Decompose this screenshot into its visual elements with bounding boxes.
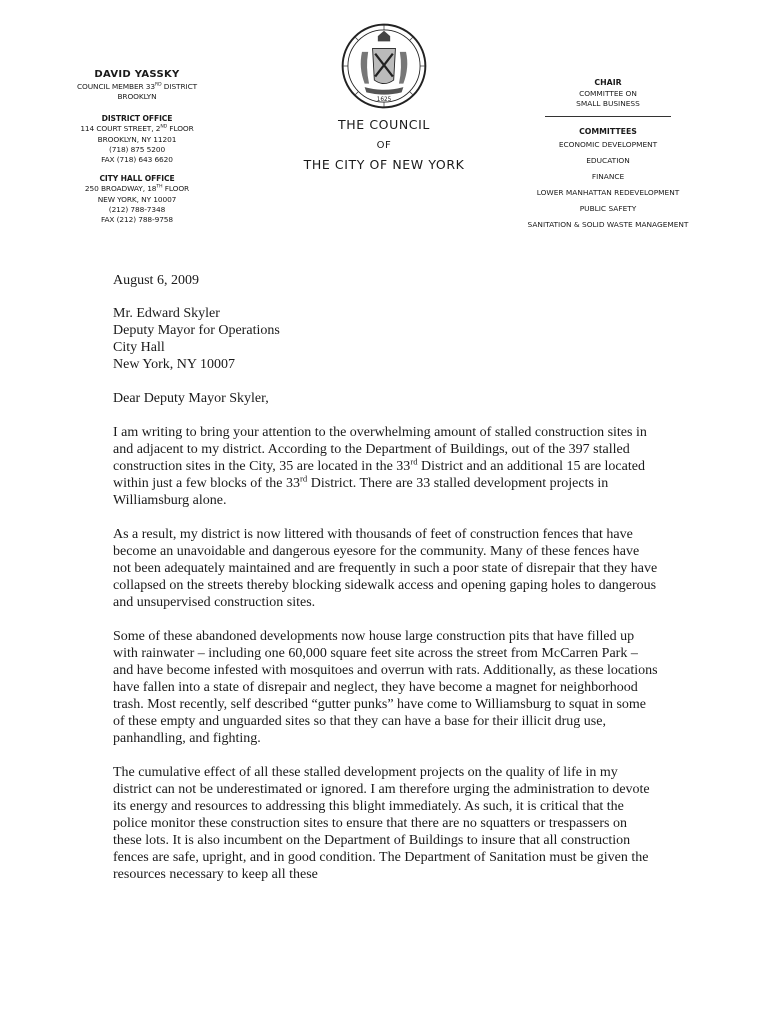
city-seal-icon <box>340 22 428 110</box>
committee-block <box>510 78 706 233</box>
recipient-name: Mr. Edward Skyler <box>113 306 220 321</box>
ordinal-suffix: rd <box>410 456 418 467</box>
district-office-phone: (718) 875 5200 <box>108 145 166 155</box>
committee-item: ECONOMIC DEVELOPMENT <box>558 140 658 150</box>
sender-title-sup: RD <box>155 82 162 88</box>
city-hall-street-text: 250 BROADWAY, 18 <box>84 184 157 194</box>
council-line-2-text: OF <box>376 140 392 151</box>
chair-line-2: SMALL BUSINESS <box>576 99 640 109</box>
sender-borough: BROOKLYN <box>117 92 157 102</box>
city-hall-street-sup: TH <box>156 184 163 190</box>
district-street-text: 114 COURT STREET, 2 <box>80 124 161 134</box>
city-hall-office-fax: FAX (212) 788-9758 <box>100 215 174 225</box>
paragraph-1-part-c: District. There are 33 stalled development projects in Williamsburg alone. <box>113 476 609 508</box>
city-hall-office-city: NEW YORK, NY 10007 <box>97 194 177 204</box>
district-office-street <box>52 124 222 134</box>
council-line-2 <box>292 134 476 155</box>
recipient-title: Deputy Mayor for Operations <box>113 323 280 338</box>
recipient-city: New York, NY 10007 <box>113 357 235 372</box>
council-name <box>292 115 476 174</box>
district-office-fax: FAX (718) 643 6620 <box>101 155 173 165</box>
paragraph-1 <box>113 424 658 509</box>
paragraph-1-part-b: District and an additional 15 are located within just a few blocks of the 33 <box>113 459 645 491</box>
sender-title-suffix: DISTRICT <box>161 82 198 91</box>
committee-item: EDUCATION <box>586 156 630 166</box>
paragraph-1-part-a: I am writing to bring your attention to the overwhelming amount of stalled construction sites in and adjacent to my district. According to the Department of Buildings, out of the 397 stalled construction sites in the City, 35 are located in the 33 <box>113 425 647 474</box>
committees-heading: COMMITTEES <box>579 126 637 136</box>
recipient-address <box>113 305 658 373</box>
ordinal-suffix: rd <box>300 473 308 484</box>
salutation: Dear Deputy Mayor Skyler, <box>113 391 269 406</box>
council-masthead <box>292 22 476 174</box>
committee-item: SANITATION & SOLID WASTE MANAGEMENT <box>527 220 689 230</box>
committee-item: PUBLIC SAFETY <box>579 204 637 214</box>
committee-item: LOWER MANHATTAN REDEVELOPMENT <box>536 188 680 198</box>
seal-year: 1625 <box>376 97 392 104</box>
letter-body <box>113 272 658 883</box>
council-line-1 <box>292 115 476 134</box>
district-street-suffix: FLOOR <box>167 124 194 134</box>
committee-item: FINANCE <box>591 172 625 182</box>
recipient-office: City Hall <box>113 340 165 355</box>
district-office-heading: DISTRICT OFFICE <box>101 113 173 123</box>
city-hall-street-suffix: FLOOR <box>162 184 190 194</box>
district-office-city: BROOKLYN, NY 11201 <box>97 134 177 144</box>
sender-title <box>52 82 222 92</box>
sender-block <box>52 68 222 226</box>
council-line-3-text: THE CITY OF NEW YORK <box>303 157 465 172</box>
district-street-sup: ND <box>160 124 168 130</box>
council-line-1-text: THE COUNCIL <box>338 117 430 132</box>
sender-name: DAVID YASSKY <box>94 69 180 80</box>
city-hall-office-heading: CITY HALL OFFICE <box>99 173 175 183</box>
city-hall-office-phone: (212) 788-7348 <box>108 205 166 215</box>
sender-title-text: COUNCIL MEMBER 33 <box>76 82 156 91</box>
committee-divider <box>545 116 671 117</box>
council-line-3 <box>292 155 476 174</box>
paragraph-3: Some of these abandoned developments now house large construction pits that have filled up with rainwater – including one 60,000 square feet site across the street from McCarren Park – and have become infested with mosquitoes and overrun with rats. Additionally, as these locations have fallen into a state of disrepair and neglect, they have become a magnet for neighborhood trash. Most recently, self described “gutter punks” have come to Williamsburg to squat in some of these empty and unguarded sites so that they can have a base for their illicit drug use, panhandling, and fighting. <box>113 629 658 746</box>
paragraph-4: The cumulative effect of all these stalled development projects on the quality of life in my district can not be underestimated or ignored. I am therefore urging the administration to devote its energy and resources to addressing this blight immediately. As such, it is critical that the police monitor these construction sites to ensure that there are no squatters or trespassers on these lots. It is also incumbent on the Department of Buildings to insure that all construction fences are safe, upright, and in good condition. The Department of Sanitation must be given the resources necessary to keep all these <box>113 765 650 882</box>
letter-date: August 6, 2009 <box>113 273 199 288</box>
chair-line-1: COMMITTEE ON <box>579 88 637 98</box>
city-hall-office-street <box>52 184 222 194</box>
paragraph-2: As a result, my district is now littered with thousands of feet of construction fences that have become an unavoidable and dangerous eyesore for the community. Many of these fences have not been adequately maintained and are frequently in such a poor state of disrepair that they have collapsed on the streets thereby blocking sidewalk access and opening gaping holes to dangerous and unsupervised construction sites. <box>113 527 658 610</box>
chair-heading: CHAIR <box>594 78 622 87</box>
